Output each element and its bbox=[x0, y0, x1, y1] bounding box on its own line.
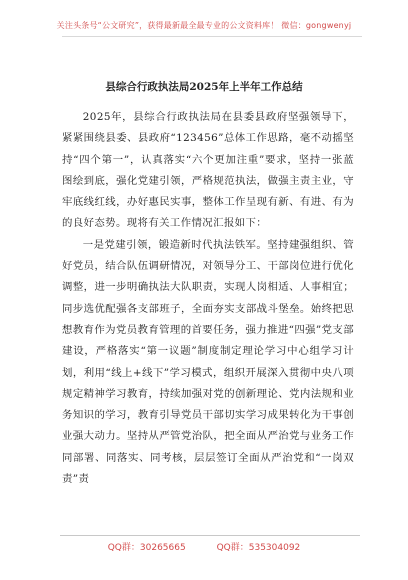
footer-divider bbox=[60, 535, 360, 536]
body-paragraph: 2025年，县综合行政执法局在县委县政府坚强领导下，紧紧围绕县委、县政府“123456”总体工作思路，毫不动摇坚持“四个第一”，认真落实“六个更加注重”要求，坚持一张蓝图绘到底，强化党建引领，严格规范执法，做强主责主业，守牢底线红线，办好惠民实事，整体工作呈现有新、有进、有为的良好态势。现将有关工作情况汇报如下： bbox=[62, 111, 354, 230]
header-divider bbox=[62, 36, 362, 37]
page-header-banner: 关注头条号“公文研究”，获得最新最全最专业的公文资料库！ 微信：gongwenyj bbox=[56, 21, 352, 30]
footer-qq-group-2: QQ群：535304092 bbox=[216, 543, 301, 553]
body-paragraph: 一是党建引领，锻造新时代执法铁军。坚持建强组织、管好党员，结合队伍调研情况，对领导分工、干部岗位进行优化调整，进一步明确执法大队职责，实现人岗相适、人事相宜；同步选优配强各支部班子，全面夯实支部战斗堡垒。始终把思想教育作为党员教育管理的首要任务，强力推进“四强”党支部建设，严格落实“第一议题”制度制定理论学习中心组学习计划，利用“线上+线下”学习模式，组织开展深入贯彻中央八项规定精神学习教育，持续加强对党的创新理论、党内法规和业务知识的学习，教育引导党员干部切实学习成果转化为干事创业强大动力。坚持从严管党治队，把全面从严治党与业务工作同部署、同落实、同考核，层层签订全面从严治党和“一岗双责”责 bbox=[62, 238, 354, 486]
footer-qq-group-1: QQ群：30265665 bbox=[107, 543, 186, 553]
document-title: 县综合行政执法局2025年上半年工作总结 bbox=[105, 81, 303, 93]
document-body bbox=[62, 107, 354, 490]
page-footer bbox=[0, 540, 408, 553]
